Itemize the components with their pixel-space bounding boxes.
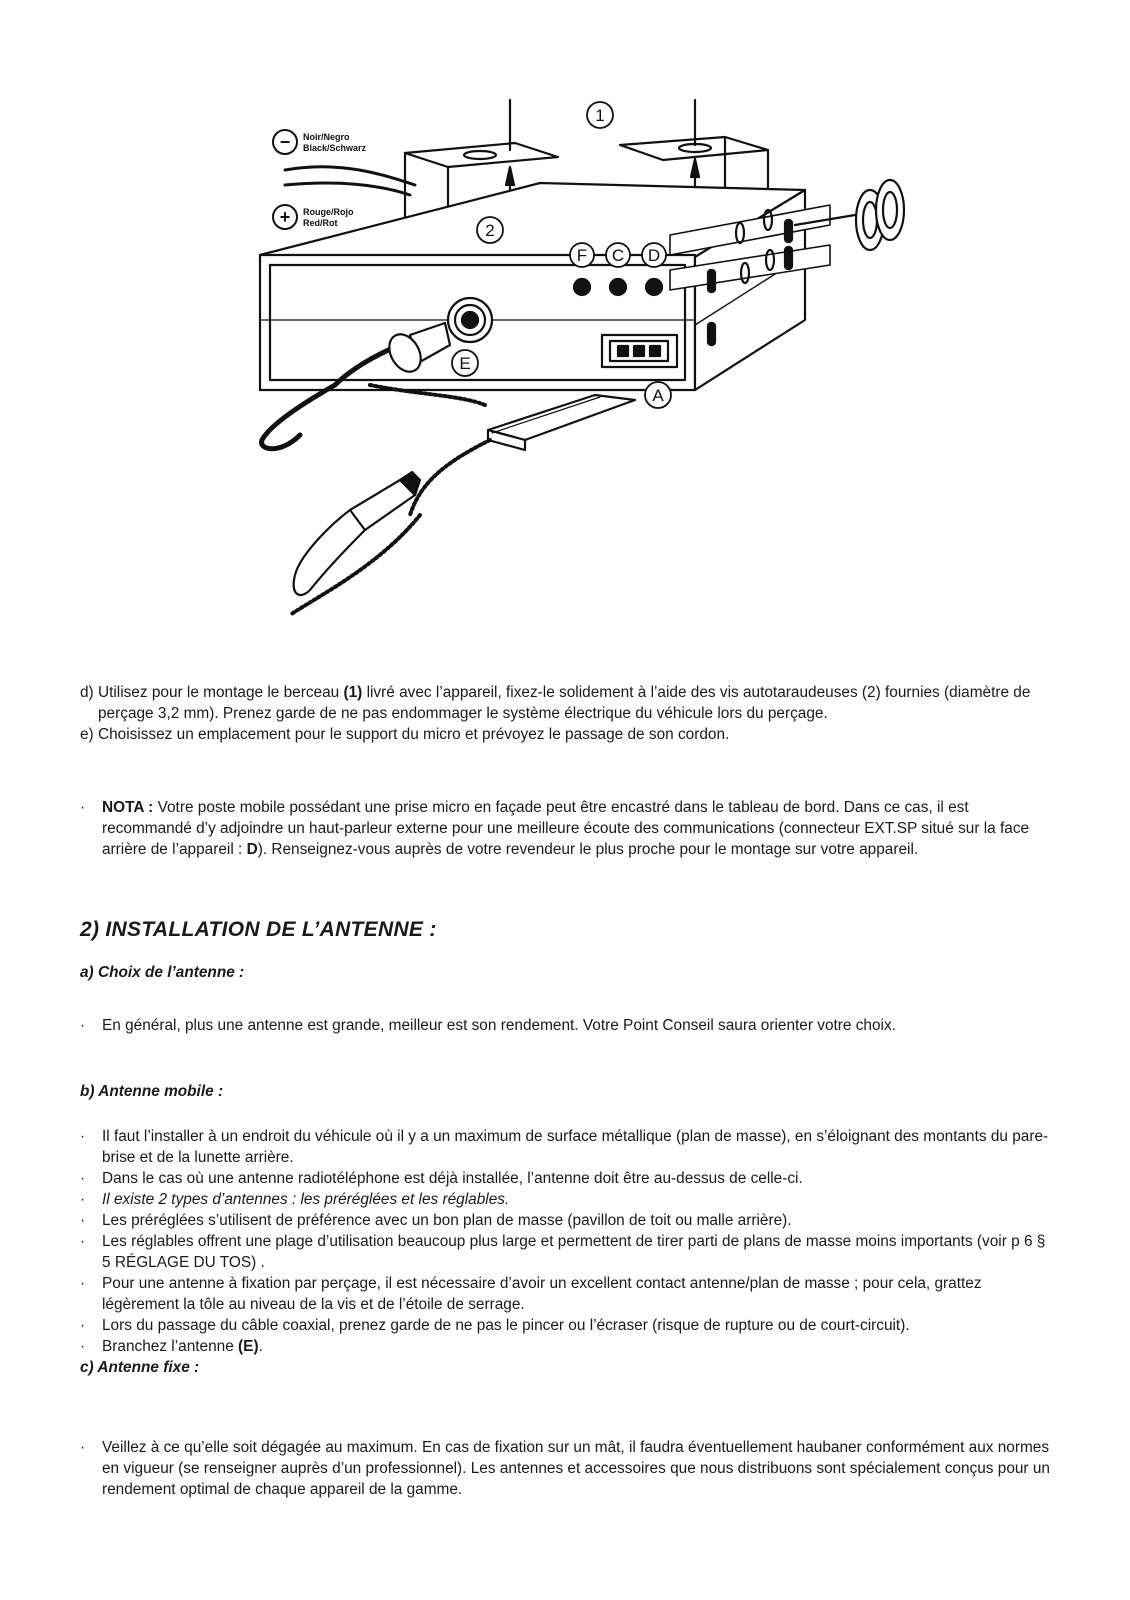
section-a-body bbox=[80, 1015, 1055, 1036]
nota-block bbox=[80, 797, 1055, 860]
callout-D: D bbox=[647, 246, 661, 265]
installation-diagram bbox=[240, 95, 930, 655]
subheading-a: a) Choix de l’antenne : bbox=[80, 964, 245, 981]
b-item-3: · Il existe 2 types d’antennes : les préréglées et les réglables. bbox=[80, 1191, 510, 1208]
callout-F: F bbox=[576, 246, 588, 265]
b-item-7: · Lors du passage du câble coaxial, prenez garde de ne pas le pincer ou l’écraser (risque de rupture ou de court-circuit). bbox=[80, 1317, 910, 1334]
polarity-labels bbox=[273, 130, 367, 229]
rear-jacks bbox=[574, 279, 662, 295]
nota-paragraph: · NOTA : Votre poste mobile possédant une prise micro en façade peut être encastré dans le tableau de bord. Dans ce cas, il est recommandé d’y adjoindre un haut-parleur externe pour une meilleure écoute des communications (connecteur EXT.SP situé sur la face arrière de l’appareil : D). Renseignez-vous auprès de votre revendeur le plus proche pour le montage sur votre appareil. bbox=[80, 799, 1030, 858]
b-item-1: · Il faut l’installer à un endroit du véhicule où il y a un maximum de surface métallique (plan de masse), en s’éloignant des montants du pare-brise et de la lunette arrière. bbox=[80, 1128, 1049, 1166]
power-plug bbox=[488, 395, 635, 450]
antenna-socket bbox=[448, 298, 492, 342]
label-noir: Noir/Negro bbox=[303, 132, 350, 142]
callout-A: A bbox=[652, 386, 664, 405]
b-item-5: · Les réglables offrent une plage d’utilisation beaucoup plus large et permettent de tirer parti de plans de masse moins importants (voir p 6 § 5 RÉGLAGE DU TOS) . bbox=[80, 1233, 1046, 1271]
c-item-1: · Veillez à ce qu’elle soit dégagée au maximum. En cas de fixation sur un mât, il faudra éventuellement haubaner conformément aux normes en vigueur (se renseigner auprès d’un professionnel). Les antennes et accessoires que nous distribuons sont spécialement conçus pour un rendement optimal de chaque appareil de la gamme. bbox=[80, 1439, 1050, 1498]
section-b bbox=[80, 1081, 1055, 1102]
section-a bbox=[80, 962, 1055, 983]
label-red: Red/Rot bbox=[303, 218, 338, 228]
plus-symbol: + bbox=[279, 207, 291, 227]
callout-E: E bbox=[459, 354, 471, 373]
label-rouge: Rouge/Rojo bbox=[303, 207, 354, 217]
minus-symbol: − bbox=[279, 132, 291, 152]
b-item-6: · Pour une antenne à fixation par perçage, il est nécessaire d’avoir un excellent contact antenne/plan de masse ; pour cela, grattez légèrement la tôle au niveau de la vis et de l’étoile de serrage. bbox=[80, 1275, 982, 1313]
section-2-title bbox=[80, 919, 1055, 940]
power-connector bbox=[602, 335, 677, 367]
subheading-c: c) Antenne fixe : bbox=[80, 1359, 200, 1376]
callout-C: C bbox=[611, 246, 625, 265]
section-heading: 2) INSTALLATION DE L’ANTENNE : bbox=[80, 918, 437, 941]
b-item-2: · Dans le cas où une antenne radiotéléphone est déjà installée, l’antenne doit être au-dessus de celle-ci. bbox=[80, 1170, 803, 1187]
step-d: d) Utilisez pour le montage le berceau (1) livré avec l’appareil, fixez-le solidement à l’aide des vis autotaraudeuses (2) fournies (diamètre de perçage 3,2 mm). Prenez garde de ne pas endommager le système électrique du véhicule lors du perçage. bbox=[80, 684, 1031, 722]
callout-2: 2 bbox=[485, 221, 495, 240]
section-b-body bbox=[80, 1126, 1055, 1378]
instructions-top bbox=[80, 682, 1055, 745]
b-item-4: · Les préréglées s’utilisent de préférence avec un bon plan de masse (pavillon de toit ou malle arrière). bbox=[80, 1212, 792, 1229]
subheading-b: b) Antenne mobile : bbox=[80, 1083, 224, 1100]
power-leads bbox=[285, 167, 415, 195]
label-black: Black/Schwarz bbox=[303, 143, 367, 153]
step-e: e) Choisissez un emplacement pour le support du micro et prévoyez le passage de son cordon. bbox=[80, 726, 730, 743]
b-item-8: · Branchez l’antenne (E). bbox=[80, 1338, 263, 1355]
callout-1: 1 bbox=[595, 106, 605, 125]
a-item-1: · En général, plus une antenne est grande, meilleur est son rendement. Votre Point Conseil saura orienter votre choix. bbox=[80, 1017, 896, 1034]
section-c-body bbox=[80, 1437, 1055, 1500]
